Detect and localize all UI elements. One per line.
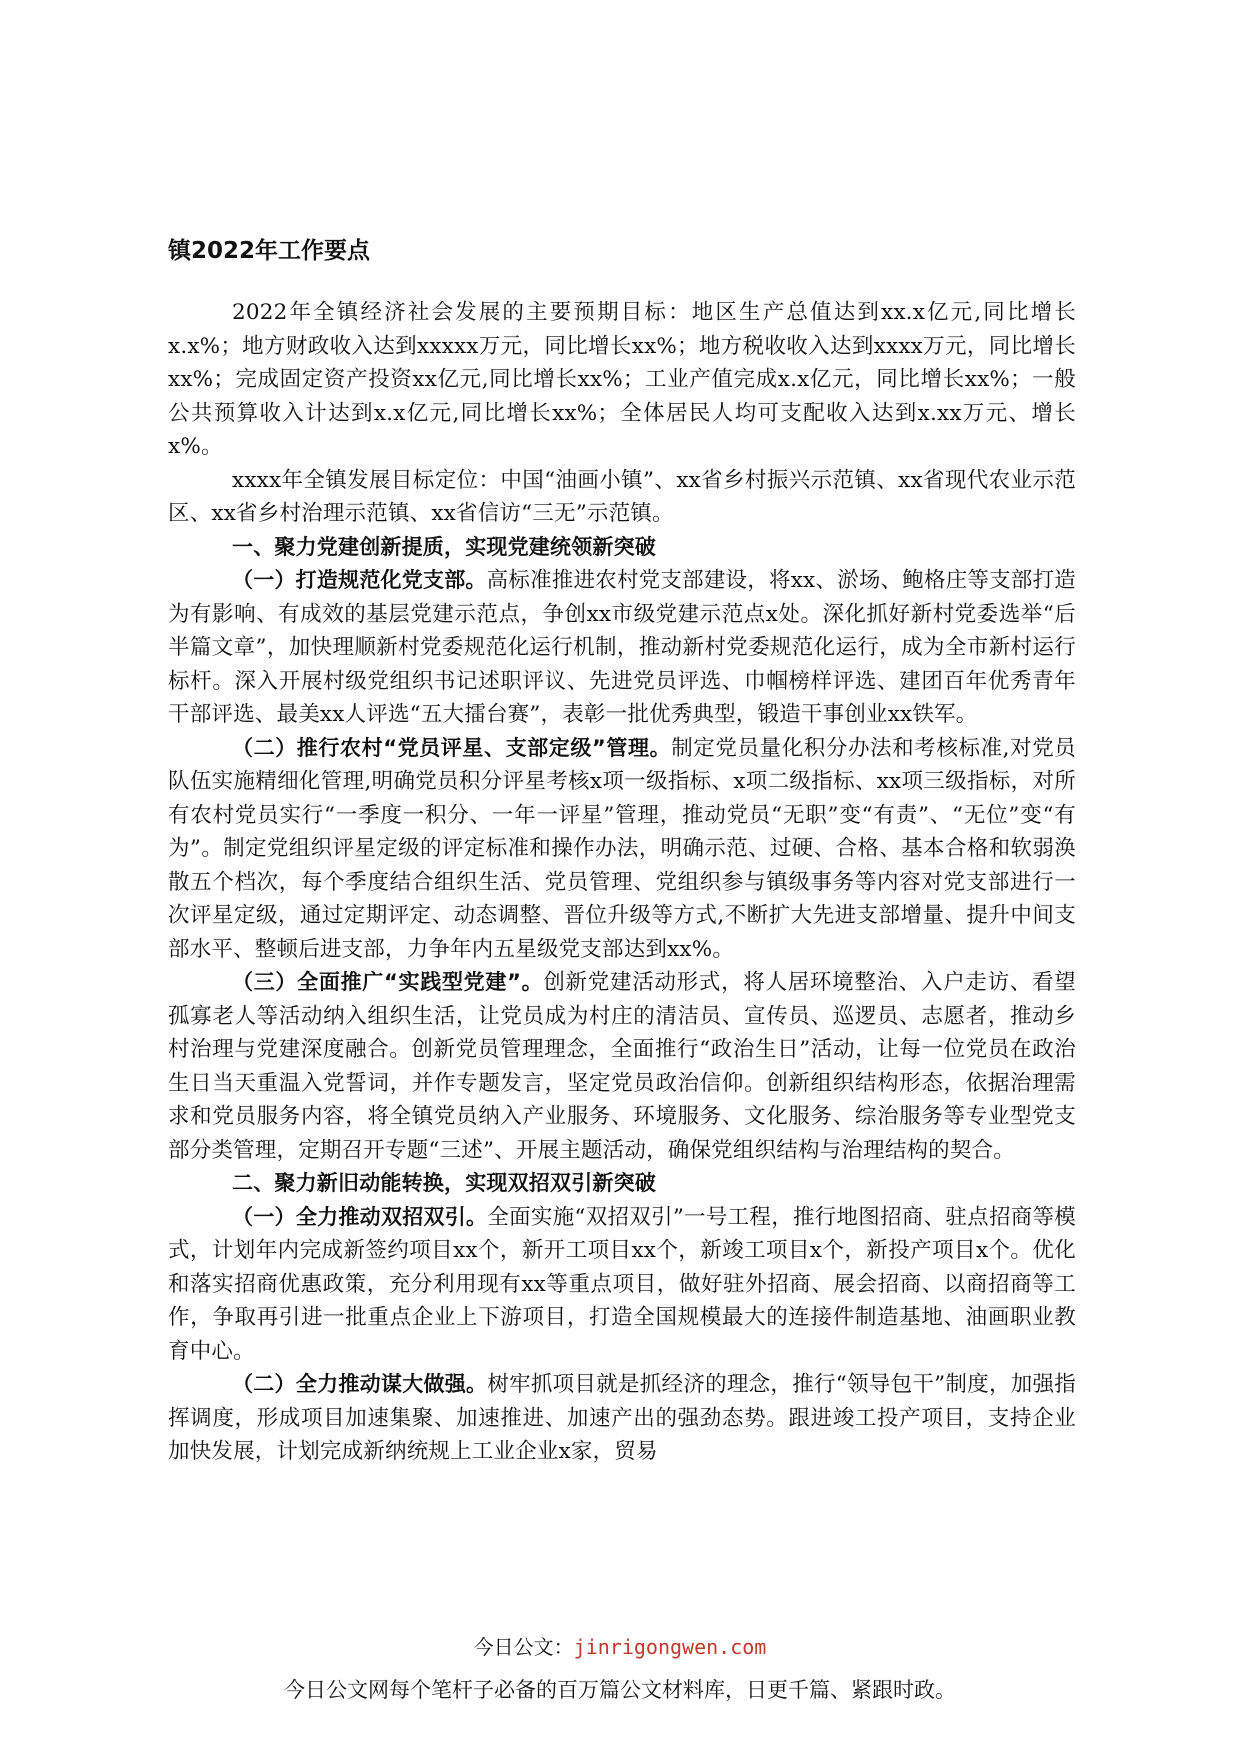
paragraph-lead: （三）全面推广“实践型党建”。 <box>232 970 544 994</box>
paragraph-text: 全面实施“双招双引”一号工程，推行地图招商、驻点招商等模式，计划年内完成新签约项目xx个，新开工项目xx个，新竣工项目x个，新投产项目x个。优化和落实招商优惠政策，充分利用现有xx等重点项目，做好驻外招商、展会招商、以商招商等工作，争取再引进一批重点企业上下游项目，打造全国规模最大的连接件制造基地、油画职业教育中心。 <box>168 1204 1076 1364</box>
paragraph-lead: （二）全力推动谋大做强。 <box>232 1372 488 1396</box>
paragraph-text: 树牢抓项目就是抓经济的理念，推行“领导包干”制度，加强指挥调度，形成项目加速集聚、加速推进、加速产出的强劲态势。跟进竣工投产项目，支持企业加快发展，计划完成新纳统规上工业企业x家，贸易 <box>168 1372 1076 1464</box>
paragraph-lead: （一）全力推动双招双引。 <box>232 1204 488 1229</box>
paragraph-text: 2022年全镇经济社会发展的主要预期目标：地区生产总值达到xx.x亿元,同比增长x.x%；地方财政收入达到xxxxx万元，同比增长xx%；地方税收收入达到xxxx万元，同比增长xx%；完成固定资产投资xx亿元,同比增长xx%；工业产值完成x.x亿元，同比增长xx%；一般公共预算收入计达到x.x亿元,同比增长xx%；全体居民人均可支配收入达到x.xx万元、增长x%。 <box>168 300 1076 459</box>
page-title: 镇2022年工作要点 <box>168 238 371 264</box>
paragraph-text: 制定党员量化积分办法和考核标准,对党员队伍实施精细化管理,明确党员积分评星考核x项一级指标、x项二级指标、xx项三级指标，对所有农村党员实行“一季度一积分、一年一评星”管理，推动党员“无职”变“有责”、“无位”变“有为”。制定党组织评星定级的评定标准和操作办法，明确示范、过硬、合格、基本合格和软弱涣散五个档次，每个季度结合组织生活、党员管理、党组织参与镇级事务等内容对党支部进行一次评星定级，通过定期评定、动态调整、晋位升级等方式,不断扩大先进支部增量、提升中间支部水平、整顿后进支部，力争年内五星级党支部达到xx%。 <box>168 735 1076 962</box>
paragraph-2-2 <box>168 1368 1076 1469</box>
section-heading-2: 二、聚力新旧动能转换，实现双招双引新突破 <box>232 1171 656 1195</box>
paragraph-2-1 <box>168 1201 1076 1369</box>
footer-site <box>0 1631 1240 1660</box>
paragraph-text: 创新党建活动形式，将人居环境整治、入户走访、看望孤寡老人等活动纳入组织生活，让党员成为村庄的清洁员、宣传员、巡逻员、志愿者，推动乡村治理与党建深度融合。创新党员管理理念，全面推行“政治生日”活动，让每一位党员在政治生日当天重温入党誓词，并作专题发言，坚定党员政治信仰。创新组织结构形态，依据治理需求和党员服务内容，将全镇党员纳入产业服务、环境服务、文化服务、综治服务等专业型党支部分类管理，定期召开专题“三述”、开展主题活动，确保党组织结构与治理结构的契合。 <box>168 970 1076 1163</box>
paragraph-text: 高标准推进农村党支部建设，将xx、淤场、鲍格庄等支部打造为有影响、有成效的基层党建示范点，争创xx市级党建示范点x处。深化抓好新村党委选举“后半篇文章”，加快理顺新村党委规范化运行机制，推动新村党委规范化运行，成为全市新村运行标杆。深入开展村级党组织书记述职评议、先进党员评选、巾帼榜样评选、建团百年优秀青年干部评选、最美xx人评选“五大擂台赛”，表彰一批优秀典型，锻造干事创业xx铁军。 <box>168 568 1076 727</box>
paragraph-1-3 <box>168 966 1076 1167</box>
paragraph-positioning <box>168 464 1076 531</box>
footer-site-link[interactable]: jinrigongwen.com <box>573 1635 767 1659</box>
paragraph-1-1 <box>168 564 1076 732</box>
footer-site-label: 今日公文： <box>473 1635 574 1659</box>
section-heading-1: 一、聚力党建创新提质，实现党建统领新突破 <box>232 534 656 559</box>
paragraph-lead: （二）推行农村“党员评星、支部定级”管理。 <box>232 735 672 760</box>
paragraph-1-2 <box>168 732 1076 967</box>
paragraph-lead: （一）打造规范化党支部。 <box>232 568 487 592</box>
document-body <box>168 296 1076 1469</box>
paragraph-text: xxxx年全镇发展目标定位：中国“油画小镇”、xx省乡村振兴示范镇、xx省现代农业示范区、xx省乡村治理示范镇、xx省信访“三无”示范镇。 <box>168 467 1076 526</box>
paragraph-goals <box>168 296 1076 464</box>
footer-tagline: 今日公文网每个笔杆子必备的百万篇公文材料库，日更千篇、紧跟时政。 <box>284 1678 956 1702</box>
